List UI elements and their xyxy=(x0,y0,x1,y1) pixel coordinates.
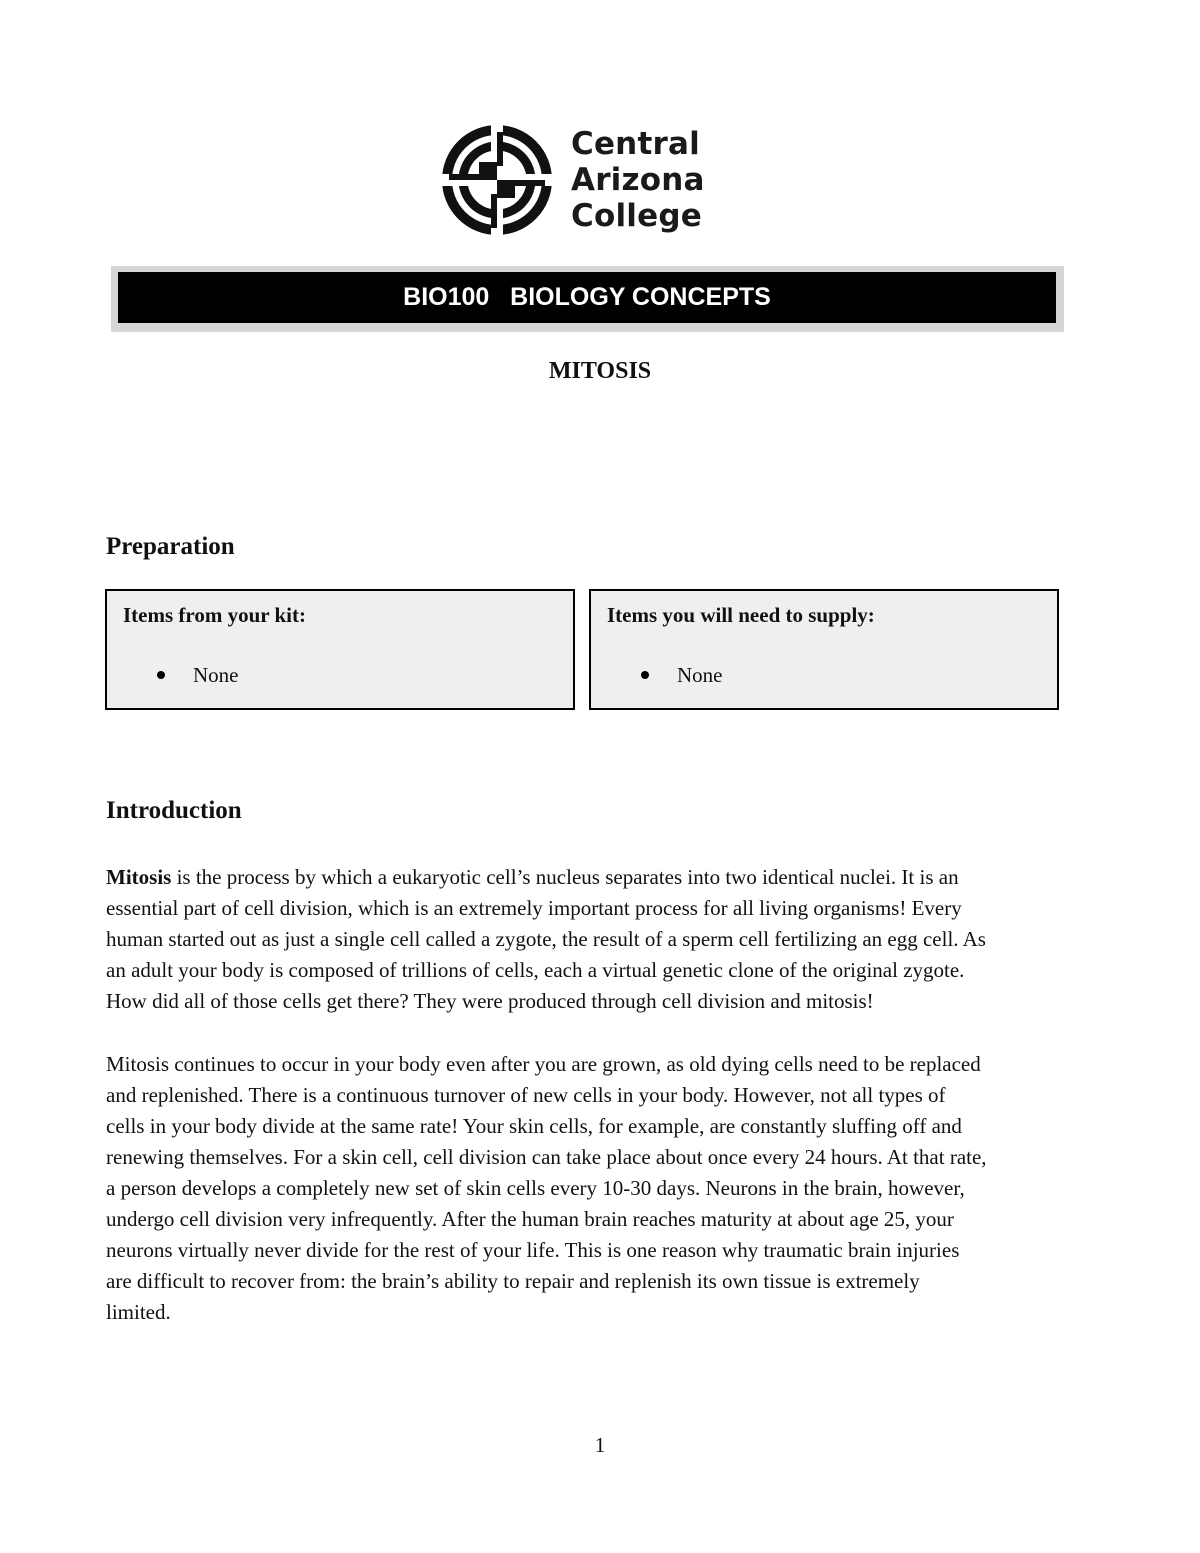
mitosis-term: Mitosis xyxy=(106,865,172,889)
paragraph-line: and replenished. There is a continuous turnover of new cells in your body. However, not all types of xyxy=(106,1083,946,1107)
page-number: 1 xyxy=(594,1433,606,1457)
paragraph-line: limited. xyxy=(106,1300,171,1324)
paragraph-line: a person develops a completely new set of skin cells every 10-30 days. Neurons in the brain, however, xyxy=(106,1176,965,1200)
paragraph-line: cells in your body divide at the same rate! Your skin cells, for example, are constantly sluffing off and xyxy=(106,1114,962,1138)
college-name xyxy=(571,126,705,234)
paragraph-line: essential part of cell division, which is an extremely important process for all living organisms! Every xyxy=(106,896,962,920)
introduction-heading: Introduction xyxy=(106,797,242,824)
bullet-icon xyxy=(641,671,649,679)
paragraph-line xyxy=(106,862,1101,893)
supply-items-title: Items you will need to supply: xyxy=(607,603,875,627)
preparation-heading: Preparation xyxy=(106,533,235,560)
paragraph-line: an adult your body is composed of trillions of cells, each a virtual genetic clone of the original zygote. xyxy=(106,958,965,982)
kit-item: None xyxy=(193,663,239,687)
paragraph-line: neurons virtually never divide for the rest of your life. This is one reason why traumatic brain injuries xyxy=(106,1238,960,1262)
college-name-line-3: College xyxy=(571,198,702,234)
introduction-paragraph-2 xyxy=(106,1049,1101,1328)
course-banner: BIO100 BIOLOGY CONCEPTS xyxy=(118,272,1056,323)
paragraph-line: renewing themselves. For a skin cell, cell division can take place about once every 24 hours. At that rate, xyxy=(106,1145,987,1169)
paragraph-line: Mitosis continues to occur in your body even after you are grown, as old dying cells need to be replaced xyxy=(106,1052,981,1076)
kit-items-box xyxy=(105,589,575,710)
paragraph-line: are difficult to recover from: the brain’s ability to repair and replenish its own tissue is extremely xyxy=(106,1269,920,1293)
kit-items-title: Items from your kit: xyxy=(123,603,306,627)
document-title: MITOSIS xyxy=(548,358,652,384)
bullet-icon xyxy=(157,671,165,679)
supply-item: None xyxy=(677,663,723,687)
college-logo xyxy=(441,124,731,236)
paragraph-line: human started out as just a single cell called a zygote, the result of a sperm cell fertilizing an egg cell. As xyxy=(106,927,986,951)
introduction-paragraph-1 xyxy=(106,862,1101,1017)
paragraph-line-text: is the process by which a eukaryotic cell’s nucleus separates into two identical nuclei. It is an xyxy=(171,865,959,889)
paragraph-line: How did all of those cells get there? They were produced through cell division and mitosis! xyxy=(106,989,874,1013)
supply-items-box xyxy=(589,589,1059,710)
college-name-line-2: Arizona xyxy=(571,162,705,198)
college-name-line-1: Central xyxy=(571,126,700,162)
paragraph-line: undergo cell division very infrequently. After the human brain reaches maturity at about age 25, your xyxy=(106,1207,954,1231)
college-emblem-icon xyxy=(441,124,553,236)
